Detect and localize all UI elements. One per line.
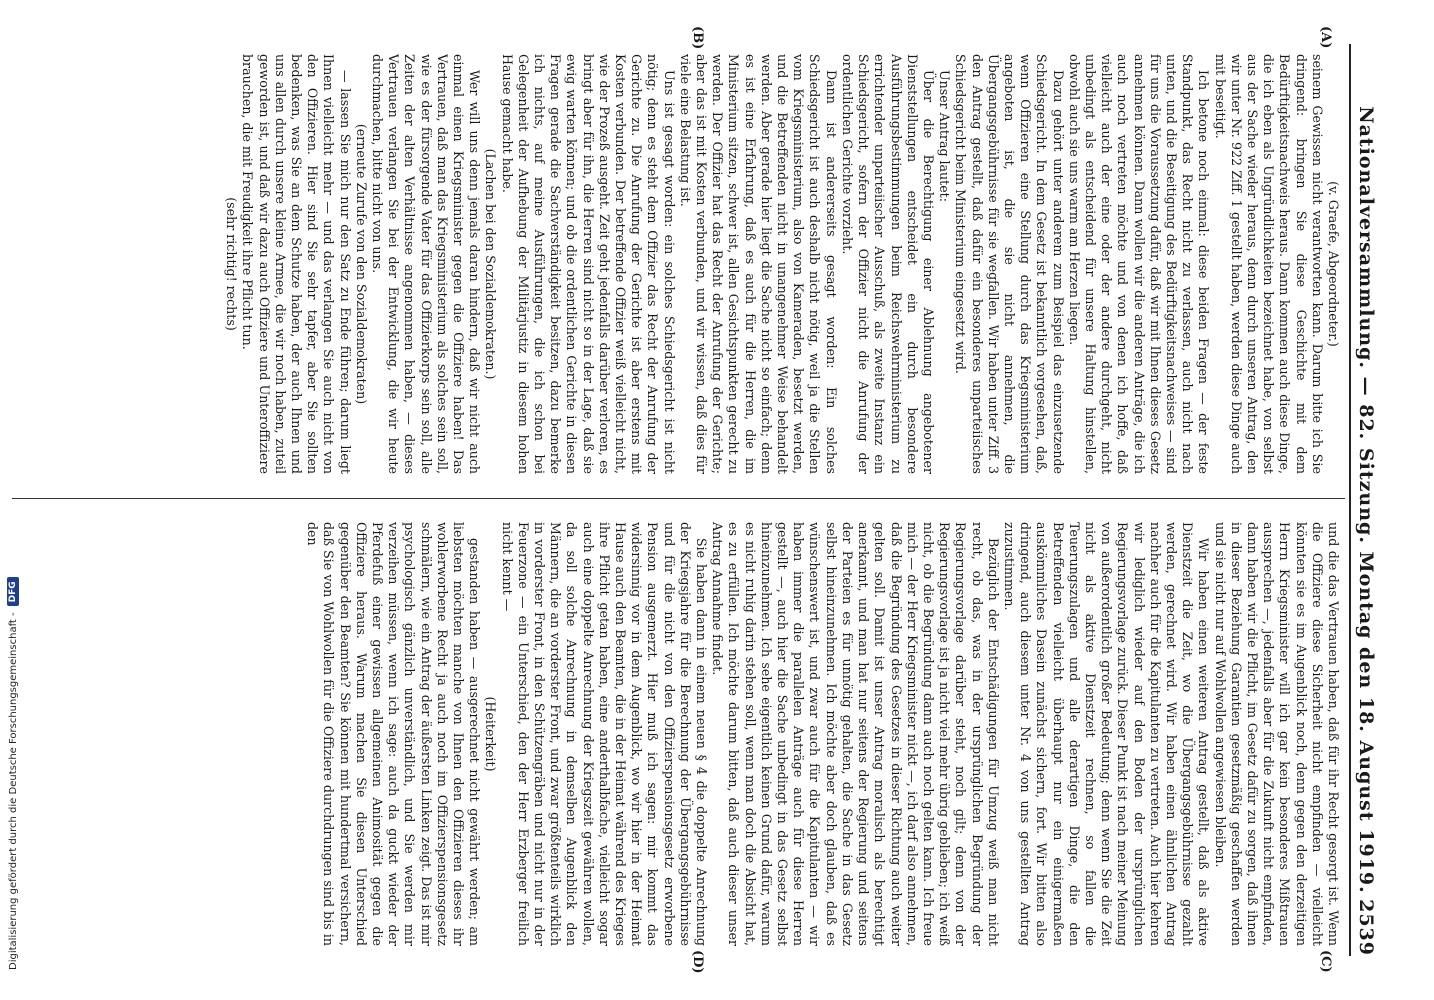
- paragraph: und die das Vertrauen haben, daß für ihr Recht gesorgt ist. Wenn die Offiziere diese Sicherheit nicht empfinden — vielleicht könnten sie es im Augenblick noch, denn gegen den derzeitigen Herrn Kriegsminister will ich gar kein besonderes Mißtrauen aussprechen —, jedenfalls aber für die Zukunft nicht empfinden, dann haben wir die Pflicht, im Gesetz dafür zu sorgen, daß ihnen in dieser Beziehung Garantien gesetzmäßig geschaffen werden und sie nicht nur auf Wohlwollen angewiesen bleiben.: [1212, 522, 1341, 946]
- paragraph: (v. Graefe, Abgeordneter.): [1326, 181, 1341, 347]
- paragraph: (Lachen bei den Sozialdemokraten.): [483, 148, 499, 380]
- paragraph: Über die Berechtigung einer Ablehnung angebotener Dienststellungen entscheidet ein durch besondere Ausführungsbestimmungen beim Reichswehrministerium zu errichtender unparteiischer Ausschuß, als zweite Instanz ein Schiedsgericht, sofern der Offizier nicht die Anrufung der ordentlichen Gerichte vorzieht.: [839, 54, 936, 474]
- column-divider: [12, 498, 1345, 499]
- dfg-logo: DFG: [7, 577, 19, 606]
- margin-mark-d: (D): [690, 950, 705, 974]
- paragraph: Wer will uns denn jemals daran hindern, daß wir nicht auch einmal einen Kriegsminister gegen die Offiziere haben! Das Vertrauen, daß man das Kriegsministerium als solches sein soll, wie es der fürsorgende Vater für das Offizierkorps sein soll, alle Zeiten der alten Verhältnisse angenommen haben, — dieses Vertrauen verlangen Sie bei der Entwicklung, die wir heute durchmachen, bitte nicht von uns.: [370, 54, 483, 474]
- paragraph: Dazu gehört unter anderem zum Beispiel das einzusetzende Schiedsgericht. In dem Gesetz ist bekanntlich vorgesehen, daß, wenn Offizieren eine Stellung durch das Kriegsministerium angeboten ist, die sie nicht annehmen, die Übergangsgebührnisse für sie wegfallen. Wir haben unter Ziff. 3 den Antrag gestellt, daß dafür ein besonderes unparteiisches Schiedsgericht beim Ministerium eingesetzt wird.: [953, 54, 1066, 474]
- credit-text: Digitalisierung gefördert durch die Deutsche Forschungsgemeinschaft -: [7, 612, 19, 970]
- paragraph: Bezüglich der Entschädigungen für Umzug weiß man nicht recht, ob das, was in der ursprünglichen Begründung der Regierungsvorlage darüber steht, noch gilt; denn von der Regierungsvorlage ist ja nicht viel mehr übrig geblieben; ich weiß nicht, ob die Begründung dann auch noch gelten kann. Ich freue mich — der Herr Kriegsminister nickt —, ich darf also annehmen, daß die Begründung des Gesetzes in dieser Richtung auch weiter gelten soll. Damit ist unser Antrag moralisch als berechtigt anerkannt, und man hat nur seitens der Regierung und seitens der Parteien es für unnötig gehalten, die Sache in das Gesetz selbst hineinzunehmen. Ich möchte aber doch glauben, daß es wünschenswert ist, und zwar auch für die Kapitulanten — wir haben immer die parallelen Anträge auch für diese Herren gestellt —, auch hier die Sache unbedingt in das Gesetz selbst hineinzunehmen. Ich sehe eigentlich keinen Grund dafür, warum es nicht ruhig darin stehen soll, wenn man doch die Absicht hat, es zu erfüllen. Ich möchte darum bitten, daß auch dieser unser Antrag Annahme findet.: [710, 522, 1001, 946]
- margin-mark-b: (B): [690, 26, 705, 50]
- paragraph: (Heiterkeit): [483, 696, 499, 772]
- paragraph: — lassen Sie mich nur den Satz zu Ende führen; darum liegt Ihnen vielleicht mehr — und das verlangen Sie auch nicht von den Offizieren. Hier sind Sie sehr tapfer, aber Sie sollten bedenken, was Sie an dem Schutze haben, der auch Ihnen und uns allen durch unsere kleine Armee, die wir noch haben, zuteil geworden ist, und daß wir dazu auch Offiziere und Unteroffiziere brauchen, die mit Freudigkeit ihre Pflicht tun.: [240, 54, 353, 474]
- margin-mark-a: (A): [1318, 26, 1333, 49]
- paragraph: Sie haben dann in einem neuen § 4 die doppelte Anrechnung der Kriegsjahre für die Berechnung der Übergangsgebührnisse und für die nicht von den Offizierspensionsgesetz erworbene Pension ausgemerzt. Hier muß ich sagen: mir kommt das widersinnig vor in dem Augenblick, wo wir hier in der Heimat Hause auch den Beamten, die in der Heimat während des Krieges ihre Pflicht getan haben, eine anderthalbfache, vielleicht sogar auch eine doppelte Anrechnung der Kriegszeit gewähren wollen, da soll solche Anrechnung in demselben Augenblick den Männern, die an vorderster Front, und zwar größtenteils wirklich in vorderster Front, in den Schützengräben und nicht nur in der Feuerzone — ein Unterschied, den der Herr Erzberger freilich nicht kennt —: [499, 522, 710, 946]
- page-number: 2539: [1355, 899, 1377, 956]
- left-text-column: [16, 54, 1341, 474]
- right-text-column: [16, 522, 1341, 946]
- page-header: [1349, 44, 1381, 956]
- scanned-page: [0, 20, 1395, 980]
- margin-mark-c: (C): [1318, 950, 1333, 973]
- paragraph: Ich betone noch einmal: diese beiden Fragen — der feste Standpunkt, das Recht nicht zu verlassen, auch nicht nach unten, und die Beseitigung des Bedürftigkeitsnachweises — sind für uns die Voraussetzung dafür, daß wir mit Ihnen dieses Gesetz annehmen können. Dann wollen wir die anderen Anträge, die ich auch noch vertreten möchte und von denen ich hoffe, daß vielleicht auch der eine oder der andere durchgeht, nicht unbedingt als entscheidend für unsere Haltung hinstellen, obwohl auch sie uns warm am Herzen liegen.: [1066, 54, 1212, 474]
- digitization-credit: [4, 10, 22, 970]
- paragraph: Wir haben einen weiteren Antrag gestellt, daß als aktive Dienstzeit die Zeit, wo die Übergangsgebührnisse gezahlt werden, gerechnet wird. Wir haben einen ähnlichen Antrag nachher auch für die Kapitulanten zu vertreten. Auch hier kehren wir lediglich wieder auf den Boden der ursprünglichen Regierungsvorlage zurück. Dieser Punkt ist nach meiner Meinung von außerordentlich großer Bedeutung; denn wenn Sie die Zeit nicht als aktive Dienstzeit rechnen, so fallen die Teuerungszulagen und alle derartigen Dinge, die den Betreffenden vielleicht überhaupt nur ein einigermaßen auskömmliches Dasein zunächst sichern, fort. Wir bitten also dringend, auch diesem unter Nr. 4 von uns gestellten Antrag zuzustimmen.: [1001, 522, 1212, 946]
- paragraph: (sehr richtig! rechts): [224, 197, 240, 331]
- paragraph: seinem Gewissen nicht verantworten kann. Darum bitte ich Sie dringend: bringen Sie diese Geschichte mit dem Bedürftigkeitsnachweis heraus. Dann kommen auch diese Dinge, die ich eben als Ungründlichkeiten bezeichnet habe, von selbst aus der Sache wieder heraus, denn durch unseren Antrag, den wir unter Nr. 922 Ziff. 1 gestellt haben, werden diese Dinge auch mit beseitigt.: [1212, 54, 1325, 474]
- paragraph: Uns ist gesagt worden: ein solches Schiedsgericht ist nicht nötig; denn es steht dem Offizier das Recht der Anrufung der Gerichte zu. Die Anrufung der Gerichte ist aber erstens mit Kosten verbunden. Der betreffende Offizier weiß vielleicht nicht, wie der Prozeß ausgeht. Zeit geht jedenfalls darüber verloren, es bringt aber für ihn, die Herren sind nicht so in der Lage, daß sie ewig warten können; und ob die ordentlichen Gerichte in diesen Fragen gerade die Sachverständigkeit besitzen, dazu bemerke ich nichts, auf meine Ausführungen, die ich schon bei Gelegenheit der Aufhebung der Militärjustiz in diesem hohen Hause gemacht habe.: [499, 54, 677, 474]
- paragraph: Dann ist andererseits gesagt worden: Ein solches Schiedsgericht ist auch deshalb nicht nötig, weil ja die Stellen vom Kriegsministerium, also von Kameraden, besetzt werden, und die Betreffenden nicht in unangenehmer Weise behandelt werden. Aber gerade hier liegt die Sache nicht so einfach; denn es ist eine Erfahrung, daß es auch für die Herren, die im Ministerium sitzen, schwer ist, allen Gesichtspunkten gerecht zu werden. Der Offizier hat das Recht der Anrufung der Gerichte; aber das ist mit Kosten verbunden, und wir wissen, daß dies für viele eine Belastung ist.: [677, 54, 839, 474]
- paragraph: Unser Antrag lautet:: [937, 70, 953, 202]
- page-title: Nationalversammlung. — 82. Sitzung. Montag den 18. August 1919.: [1355, 106, 1377, 894]
- paragraph: gestanden haben — ausgerechnet nicht gewährt werden; am liebsten möchten manche von Ihnen den Offizieren dieses ihr wohlerworbene Recht ja auch noch im Offizierspensionsgesetz schmälern, wie ein Antrag der äußersten Linken zeigt. Das ist mir psychologisch gänzlich unverständlich, und Sie werden mir verzeihen müssen, wenn ich sage: auch da guckt wieder der Pferdefuß einer gewissen allgemeinen Animosität gegen die Offiziere heraus. Warum machen Sie diesen Unterschied gegenüber den Beamten? Sie können mit hundertmal versichern, daß Sie von Wohlwollen für die Offiziere durchdrungen sind bis in den: [305, 522, 483, 946]
- paragraph: (erneute Zurufe von den Sozialdemokraten): [353, 123, 369, 405]
